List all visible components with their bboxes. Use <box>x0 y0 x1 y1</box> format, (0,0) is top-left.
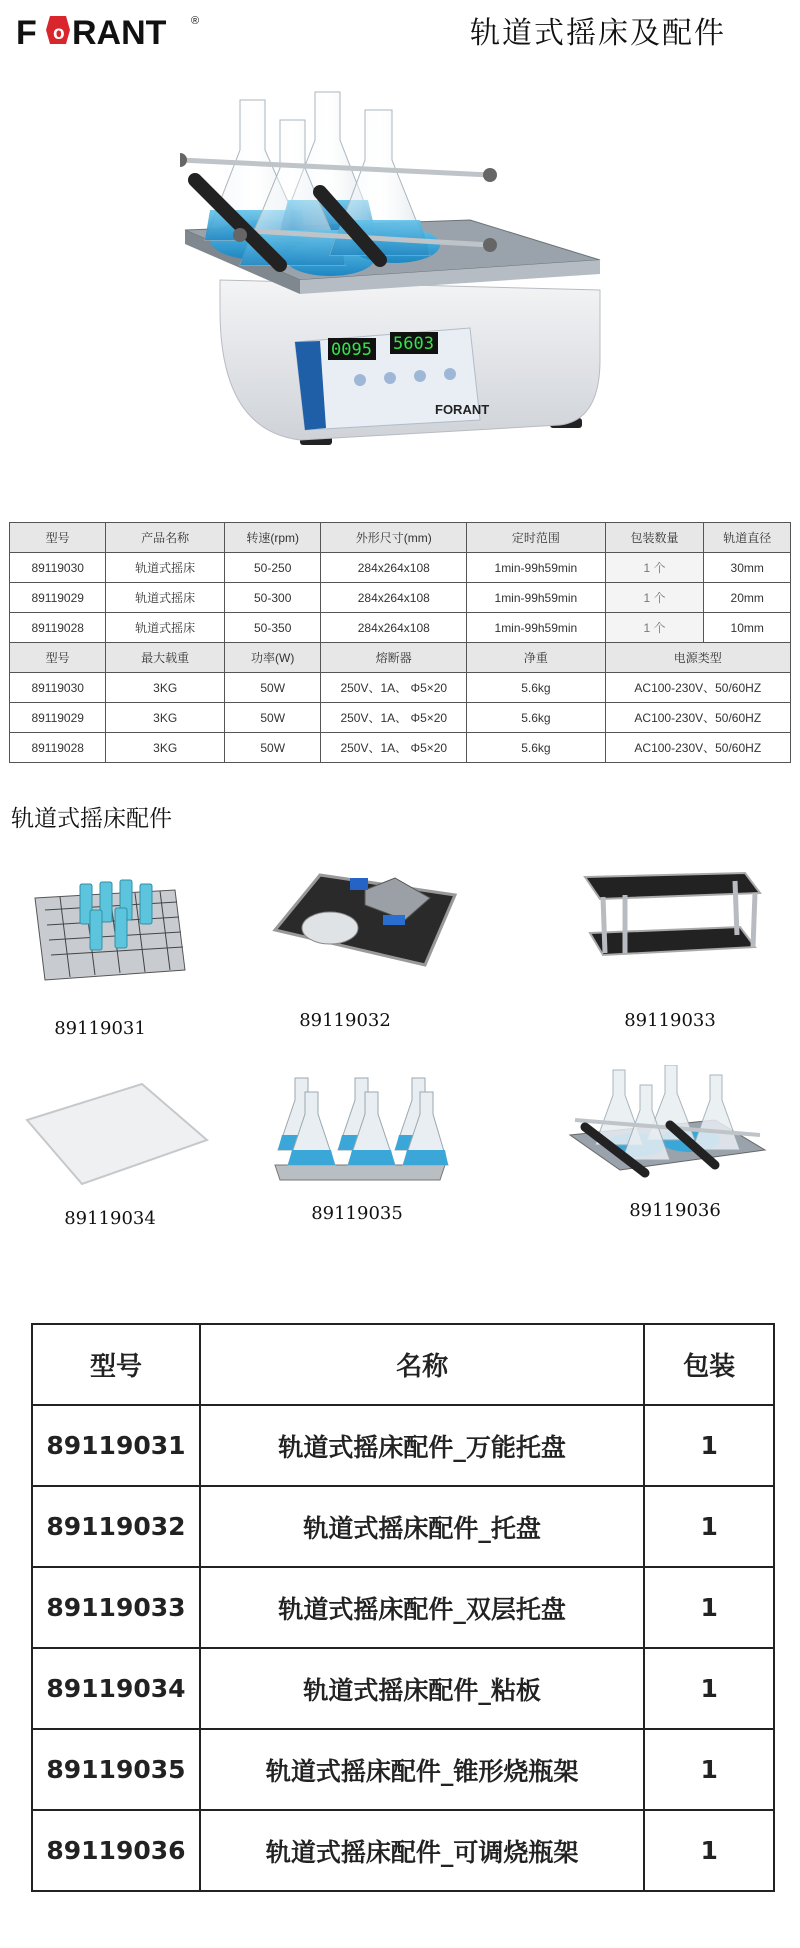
spec-cell: 50W <box>225 703 321 733</box>
list-cell: 1 <box>644 1729 774 1810</box>
orbital-shaker-image <box>180 80 620 470</box>
svg-text:®: ® <box>191 15 200 27</box>
accessory-code-3: 89119033 <box>624 1010 716 1031</box>
list-cell: 轨道式摇床配件_可调烧瓶架 <box>200 1810 644 1891</box>
spec-header-cell: 外形尺寸(mm) <box>321 523 467 553</box>
time-display: 5603 <box>393 334 434 354</box>
spec-cell: 20mm <box>704 583 791 613</box>
list-cell: 1 <box>644 1567 774 1648</box>
spec-cell: 284x264x108 <box>321 553 467 583</box>
list-cell: 1 <box>644 1810 774 1891</box>
accessory-code-2: 89119032 <box>299 1010 391 1031</box>
universal-tray-image <box>25 870 190 990</box>
spec-cell: 轨道式摇床 <box>106 553 225 583</box>
list-row <box>32 1729 774 1810</box>
spec-cell: 89119030 <box>10 553 106 583</box>
spec-cell: 5.6kg <box>467 673 605 703</box>
spec-cell: 250V、1A、 Φ5×20 <box>321 733 467 763</box>
spec-cell: 50W <box>225 673 321 703</box>
list-cell: 89119032 <box>32 1486 200 1567</box>
spec-cell: 250V、1A、 Φ5×20 <box>321 703 467 733</box>
spec-header-cell: 转速(rpm) <box>225 523 321 553</box>
conical-flask-rack-image <box>270 1070 450 1185</box>
list-cell: 89119036 <box>32 1810 200 1891</box>
spec-header-cell: 定时范围 <box>467 523 605 553</box>
spec-cell: AC100-230V、50/60HZ <box>605 733 790 763</box>
adjustable-flask-rack-image <box>565 1065 770 1185</box>
list-cell: 轨道式摇床配件_万能托盘 <box>200 1405 644 1486</box>
accessory-code-6: 89119036 <box>629 1200 721 1221</box>
spec-row <box>10 583 791 613</box>
list-cell: 轨道式摇床配件_锥形烧瓶架 <box>200 1729 644 1810</box>
list-header-row <box>32 1324 774 1405</box>
logo-text-rest: RANT <box>72 14 167 50</box>
spec-cell: 1 个 <box>605 613 704 643</box>
spec-header-cell: 净重 <box>467 643 605 673</box>
forant-logo <box>16 10 201 50</box>
double-tray-image <box>575 865 765 975</box>
spec-row <box>10 703 791 733</box>
spec-table <box>9 522 791 763</box>
spec-cell: 5.6kg <box>467 703 605 733</box>
accessory-code-5: 89119035 <box>311 1203 403 1224</box>
spec-cell: 50-300 <box>225 583 321 613</box>
speed-display: 0095 <box>331 340 372 360</box>
list-header-cell: 名称 <box>200 1324 644 1405</box>
spec-cell: 1min-99h59min <box>467 583 605 613</box>
spec-header-cell: 型号 <box>10 523 106 553</box>
spec-cell: AC100-230V、50/60HZ <box>605 673 790 703</box>
spec-row <box>10 613 791 643</box>
spec-header-cell: 电源类型 <box>605 643 790 673</box>
spec-cell: 5.6kg <box>467 733 605 763</box>
sticky-board-image <box>22 1080 212 1190</box>
spec-row <box>10 673 791 703</box>
accessory-code-4: 89119034 <box>64 1208 156 1229</box>
spec-cell: AC100-230V、50/60HZ <box>605 703 790 733</box>
spec-header-cell: 最大载重 <box>106 643 225 673</box>
list-row <box>32 1810 774 1891</box>
spec-cell: 1min-99h59min <box>467 613 605 643</box>
spec-cell: 89119028 <box>10 613 106 643</box>
list-cell: 1 <box>644 1648 774 1729</box>
spec-cell: 轨道式摇床 <box>106 583 225 613</box>
logo-text-f: F <box>16 14 37 50</box>
spec-cell: 3KG <box>106 733 225 763</box>
spec-header-cell: 轨道直径 <box>704 523 791 553</box>
spec-header-cell: 功率(W) <box>225 643 321 673</box>
list-cell: 89119034 <box>32 1648 200 1729</box>
tray-image <box>265 860 465 970</box>
list-cell: 轨道式摇床配件_托盘 <box>200 1486 644 1567</box>
accessories-title: 轨道式摇床配件 <box>11 806 172 832</box>
accessory-list-table <box>31 1323 775 1892</box>
spec-cell: 轨道式摇床 <box>106 613 225 643</box>
spec-cell: 284x264x108 <box>321 583 467 613</box>
spec-cell: 89119030 <box>10 673 106 703</box>
list-row <box>32 1486 774 1567</box>
spec-cell: 1min-99h59min <box>467 553 605 583</box>
spec-cell: 89119029 <box>10 703 106 733</box>
list-cell: 1 <box>644 1486 774 1567</box>
page-title: 轨道式摇床及配件 <box>470 16 726 51</box>
spec-cell: 30mm <box>704 553 791 583</box>
spec-header-cell: 熔断器 <box>321 643 467 673</box>
spec-cell: 89119029 <box>10 583 106 613</box>
spec-header-row <box>10 643 791 673</box>
spec-cell: 89119028 <box>10 733 106 763</box>
list-header-cell: 包装 <box>644 1324 774 1405</box>
spec-header-cell: 包装数量 <box>605 523 704 553</box>
list-row <box>32 1405 774 1486</box>
spec-row <box>10 733 791 763</box>
accessory-code-1: 89119031 <box>54 1018 146 1039</box>
list-row <box>32 1567 774 1648</box>
spec-cell: 250V、1A、 Φ5×20 <box>321 673 467 703</box>
list-cell: 89119033 <box>32 1567 200 1648</box>
spec-cell: 3KG <box>106 703 225 733</box>
spec-cell: 50W <box>225 733 321 763</box>
list-cell: 轨道式摇床配件_双层托盘 <box>200 1567 644 1648</box>
spec-header-cell: 型号 <box>10 643 106 673</box>
list-row <box>32 1648 774 1729</box>
spec-cell: 284x264x108 <box>321 613 467 643</box>
spec-cell: 50-250 <box>225 553 321 583</box>
list-header-cell: 型号 <box>32 1324 200 1405</box>
spec-cell: 50-350 <box>225 613 321 643</box>
list-cell: 89119031 <box>32 1405 200 1486</box>
spec-cell: 1 个 <box>605 583 704 613</box>
spec-row <box>10 553 791 583</box>
spec-cell: 10mm <box>704 613 791 643</box>
list-cell: 89119035 <box>32 1729 200 1810</box>
svg-text:o: o <box>53 23 65 44</box>
list-cell: 1 <box>644 1405 774 1486</box>
device-brand: FORANT <box>435 402 490 417</box>
spec-cell: 3KG <box>106 673 225 703</box>
spec-header-row <box>10 523 791 553</box>
list-cell: 轨道式摇床配件_粘板 <box>200 1648 644 1729</box>
spec-cell: 1 个 <box>605 553 704 583</box>
spec-header-cell: 产品名称 <box>106 523 225 553</box>
